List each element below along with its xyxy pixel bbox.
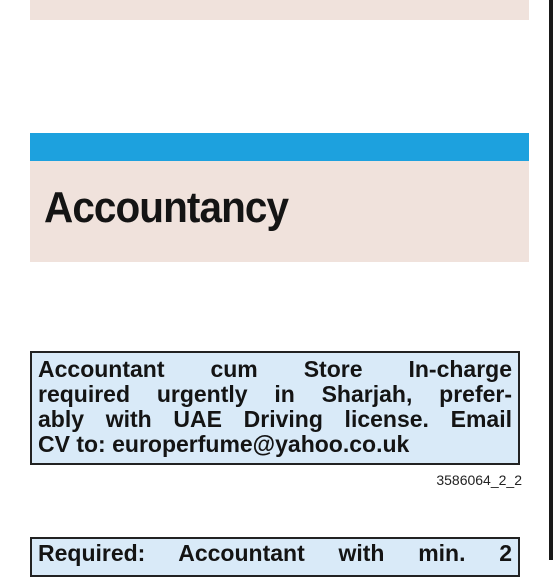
column-rule (549, 0, 553, 560)
ad-text-line: Required: Accountant with min. 2 (38, 540, 512, 566)
ad-text-line: Accountant cum Store In-charge (38, 356, 512, 382)
section-title: Accountancy (44, 183, 289, 232)
ad-email-line[interactable]: CV to: europerfume@yahoo.co.uk (38, 431, 410, 457)
section-color-bar (30, 133, 529, 161)
classified-ad (30, 351, 520, 465)
ad-text-line: ably with UAE Driving license. Email (38, 406, 512, 432)
ad-text-line: required urgently in Sharjah, prefer- (38, 381, 512, 407)
ad-reference-number: 3586064_2_2 (436, 472, 522, 488)
section-header (30, 161, 529, 262)
classified-ad (30, 537, 520, 577)
previous-section-block (30, 0, 529, 20)
